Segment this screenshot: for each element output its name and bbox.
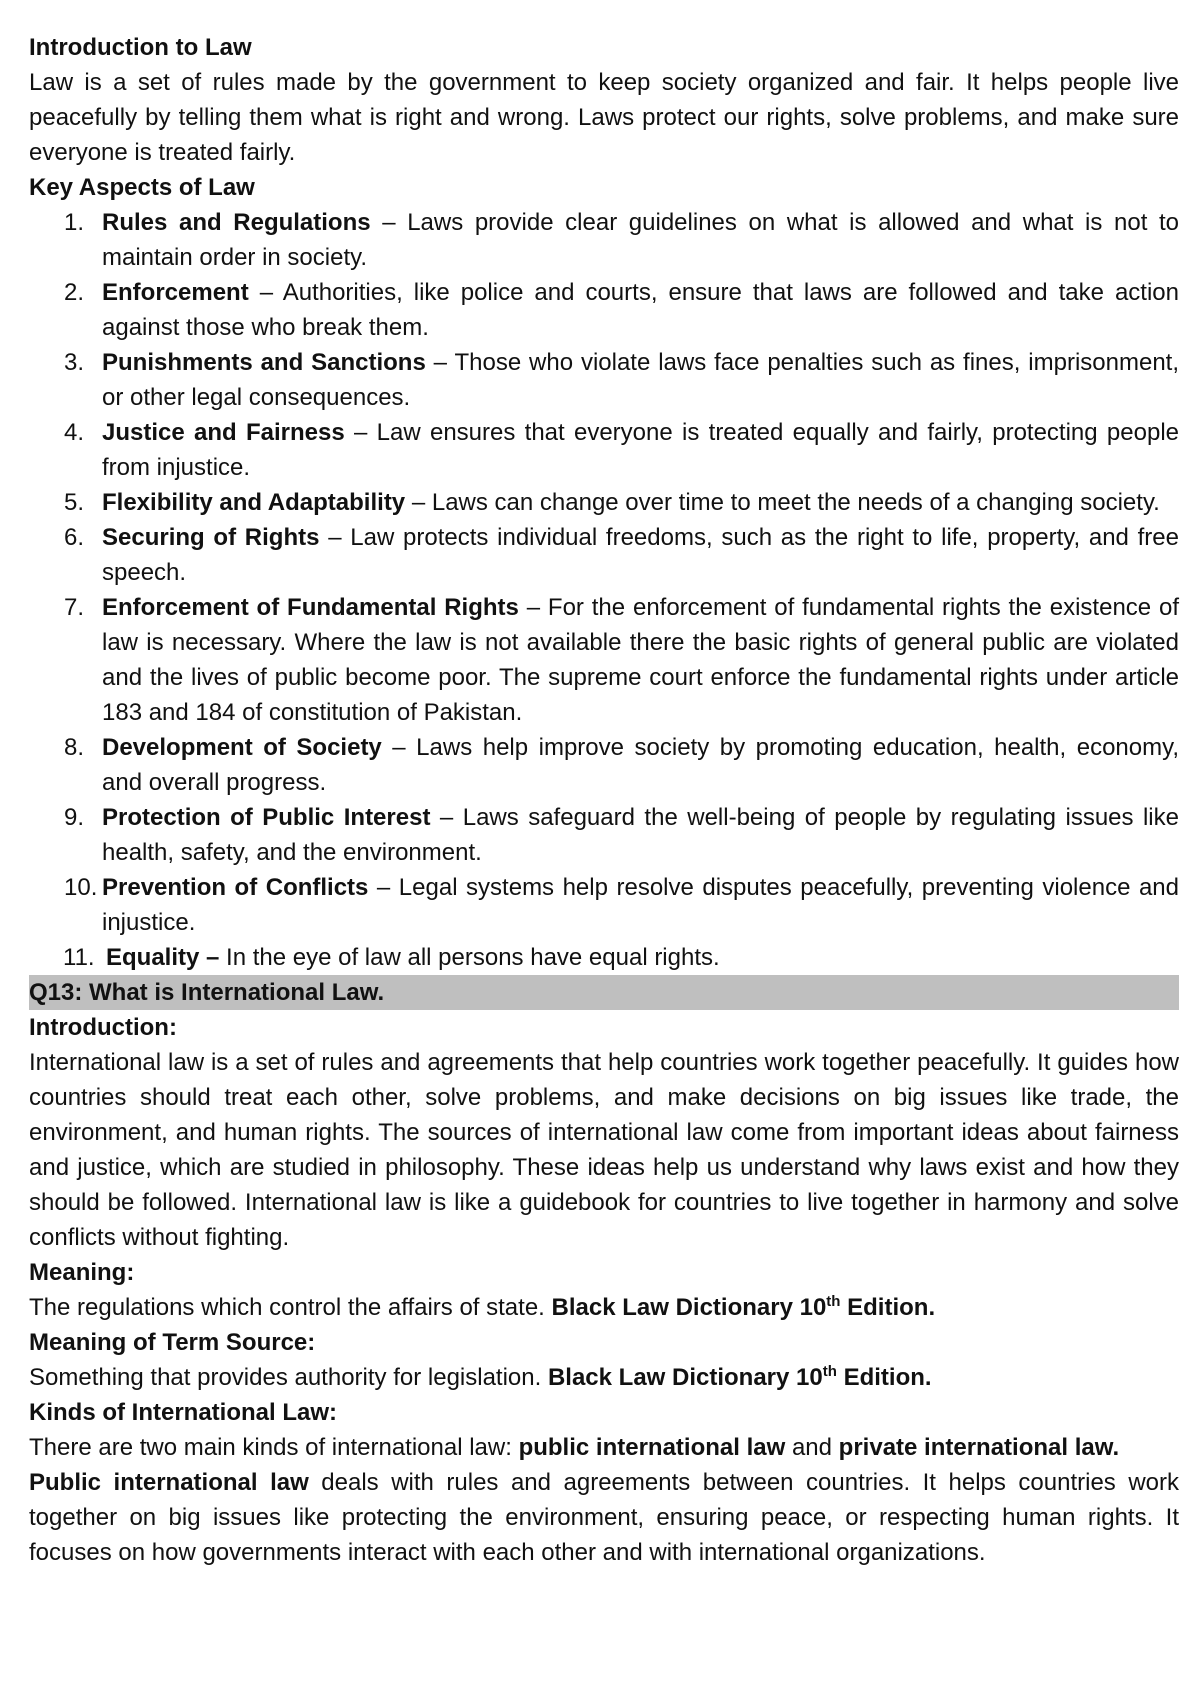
list-number: 1. bbox=[64, 209, 85, 236]
document-page bbox=[29, 30, 1179, 1570]
meaning-citation: Black Law Dictionary 10 bbox=[551, 1294, 827, 1321]
list-number: 10. bbox=[64, 874, 98, 901]
list-desc: – Law protects individual freedoms, such as the right to life, property, and free speech. bbox=[102, 524, 1179, 586]
list-desc: – For the enforcement of fundamental rights the existence of law is necessary. Where the law is not available there the basic rights of general public are violated and the lives of public become poor. The supreme court enforce the fundamental rights under article 183 and 184 of constitution of Pakistan. bbox=[102, 594, 1179, 726]
list-number: 9. bbox=[64, 804, 85, 831]
kinds-text-2: and bbox=[785, 1434, 839, 1461]
list-desc: – Laws can change over time to meet the needs of a changing society. bbox=[405, 489, 1160, 516]
list-desc: – Laws help improve society by promoting education, health, economy, and overall progress. bbox=[102, 734, 1179, 796]
list-number: 3. bbox=[64, 349, 85, 376]
list-number: 4. bbox=[64, 419, 85, 446]
list-term: Flexibility and Adaptability bbox=[102, 489, 406, 516]
list-term: Punishments and Sanctions bbox=[102, 349, 426, 376]
list-term: Equality – bbox=[106, 944, 220, 971]
list-item bbox=[29, 730, 1179, 800]
list-item bbox=[29, 415, 1179, 485]
kinds-text-1: There are two main kinds of international law: bbox=[29, 1434, 519, 1461]
section-title-aspects: Key Aspects of Law bbox=[29, 174, 255, 201]
public-law-term: Public international law bbox=[29, 1469, 309, 1496]
list-item bbox=[29, 520, 1179, 590]
intl-intro-paragraph: International law is a set of rules and agreements that help countries work together peacefully. It guides how countries should treat each other, solve problems, and make decisions on big issues like trade, the environment, and human rights. The sources of international law come from important ideas about fairness and justice, which are studied in philosophy. These ideas help us understand why laws exist and how they should be followed. International law is like a guidebook for countries to live together in harmony and solve conflicts without fighting. bbox=[29, 1049, 1179, 1251]
kinds-bold-public: public international law bbox=[518, 1434, 786, 1461]
list-item bbox=[29, 485, 1179, 520]
source-heading: Meaning of Term Source: bbox=[29, 1329, 316, 1356]
intro-paragraph: Law is a set of rules made by the government to keep society organized and fair. It helps people live peacefully by telling them what is right and wrong. Laws protect our rights, solve problems, and make sure everyone is treated fairly. bbox=[29, 69, 1179, 166]
list-term: Justice and Fairness bbox=[102, 419, 345, 446]
list-desc: – Laws provide clear guidelines on what is allowed and what is not to maintain order in society. bbox=[102, 209, 1179, 271]
section-title-intro: Introduction to Law bbox=[29, 34, 252, 61]
source-text: Something that provides authority for legislation. bbox=[29, 1364, 548, 1391]
list-term: Securing of Rights bbox=[102, 524, 320, 551]
meaning-citation-end: Edition. bbox=[840, 1294, 936, 1321]
kinds-heading: Kinds of International Law: bbox=[29, 1399, 338, 1426]
list-term: Enforcement bbox=[102, 279, 249, 306]
list-desc: – Laws safeguard the well-being of people by regulating issues like health, safety, and the environment. bbox=[102, 804, 1179, 866]
list-item bbox=[29, 205, 1179, 275]
list-desc: In the eye of law all persons have equal rights. bbox=[219, 944, 720, 971]
public-law-paragraph bbox=[29, 1465, 1179, 1570]
public-law-text: deals with rules and agreements between countries. It helps countries work together on big issues like protecting the environment, ensuring peace, or respecting human rights. It focuses on how governments interact with each other and with international organizations. bbox=[29, 1469, 1179, 1566]
list-number: 6. bbox=[64, 524, 85, 551]
list-term: Development of Society bbox=[102, 734, 382, 761]
intl-intro-heading: Introduction: bbox=[29, 1014, 177, 1041]
source-citation-sup: th bbox=[822, 1363, 837, 1380]
list-term: Prevention of Conflicts bbox=[102, 874, 369, 901]
question-heading: Q13: What is International Law. bbox=[29, 975, 1179, 1010]
list-desc: – Legal systems help resolve disputes peacefully, preventing violence and injustice. bbox=[102, 874, 1179, 936]
kinds-bold-private: private international law. bbox=[838, 1434, 1120, 1461]
list-number: 7. bbox=[64, 594, 85, 621]
list-item bbox=[29, 800, 1179, 870]
list-number: 8. bbox=[64, 734, 85, 761]
list-number: 11. bbox=[63, 944, 95, 971]
list-desc: – Authorities, like police and courts, ensure that laws are followed and take action against those who break them. bbox=[102, 279, 1179, 341]
list-item bbox=[29, 940, 1179, 975]
list-item bbox=[29, 590, 1179, 730]
list-number: 5. bbox=[64, 489, 85, 516]
list-item bbox=[29, 275, 1179, 345]
source-citation: Black Law Dictionary 10 bbox=[547, 1364, 823, 1391]
meaning-heading: Meaning: bbox=[29, 1259, 135, 1286]
list-desc: – Law ensures that everyone is treated equally and fairly, protecting people from injustice. bbox=[102, 419, 1179, 481]
meaning-paragraph bbox=[29, 1290, 1179, 1325]
kinds-paragraph bbox=[29, 1430, 1179, 1465]
meaning-text: The regulations which control the affairs of state. bbox=[29, 1294, 552, 1321]
source-citation-end: Edition. bbox=[836, 1364, 932, 1391]
meaning-citation-sup: th bbox=[826, 1293, 841, 1310]
aspects-list bbox=[29, 205, 1179, 975]
list-item bbox=[29, 345, 1179, 415]
list-term: Enforcement of Fundamental Rights bbox=[102, 594, 519, 621]
source-paragraph bbox=[29, 1360, 1179, 1395]
list-term: Rules and Regulations bbox=[102, 209, 371, 236]
list-number: 2. bbox=[64, 279, 85, 306]
list-term: Protection of Public Interest bbox=[102, 804, 431, 831]
list-item bbox=[29, 870, 1179, 940]
list-desc: – Those who violate laws face penalties such as fines, imprisonment, or other legal consequences. bbox=[102, 349, 1180, 411]
